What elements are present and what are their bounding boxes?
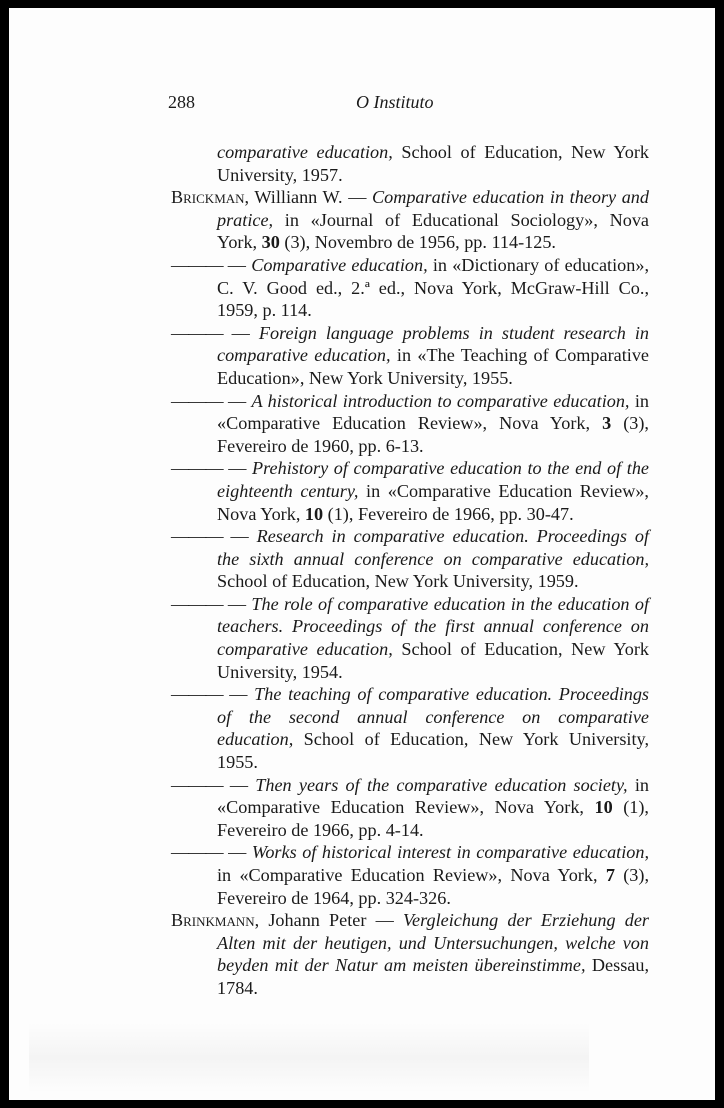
ditto-mark: ——— [171,526,223,547]
bibliography-entry [171,774,649,842]
bibliography-entry [171,525,649,593]
entry-separator: — [222,774,256,795]
bibliography-entry [171,909,649,999]
page-header [168,92,638,122]
entry-details: in «Comparative Education Review», Nova York, [217,480,649,524]
entry-details-end: (3), Novembro de 1956, pp. 114-125. [279,232,556,253]
entry-title: Foreign language problems in student research in comparative education, [217,322,649,366]
bibliography-entry [171,841,649,909]
bibliography-list [171,141,649,1000]
entry-title: The teaching of comparative education. Proceedings of the second annual conference on comparative education, [217,684,650,750]
bibliography-entry [171,683,649,773]
ditto-mark: ——— [171,254,223,275]
page-number: 288 [168,92,195,112]
entry-author: Brickman, [171,187,250,208]
entry-title: Works of historical interest in comparative education, [251,842,649,863]
entry-separator: — [222,684,255,705]
entry-separator: — [222,526,257,547]
entry-details: School of Education, New York University, 1957. [217,142,649,185]
entry-title: Prehistory of comparative education to the end of the eighteenth century, [217,458,649,501]
entry-author: Brinkmann, [171,910,260,931]
entry-details: in «Comparative Education Review», Nova York, [217,774,649,818]
bibliography-entry [171,322,649,390]
entry-details-end: (3), Fevereiro de 1960, pp. 6-13. [217,413,649,456]
entry-title: Vergleichung der Erziehung der Alten mit der heutigen, und Untersuchungen, welche von beyden mit der Natur am meisten übereinstimme, [217,910,649,976]
entry-details: in «The Teaching of Comparative Education», New York University, 1955. [217,345,649,388]
entry-separator: — [222,390,252,411]
entry-details: in «Comparative Education Review», Nova York, [217,865,606,885]
entry-author-rest: Johann Peter — [259,910,403,931]
entry-volume: 10 [594,797,613,818]
bibliography-entry [171,457,649,525]
ditto-mark: ——— [171,593,223,614]
entry-details: School of Education, New York University, 1959. [217,571,579,592]
entry-title: comparative education, [217,142,393,162]
entry-title: Then years of the comparative education society, [255,774,628,795]
bibliography-entry [171,390,649,458]
entry-separator: — [222,254,252,275]
scan-artifact [29,1023,589,1093]
entry-separator: — [222,458,253,479]
entry-title: A historical introduction to comparative education, [251,390,630,411]
entry-title: Comparative education, [251,254,428,275]
entry-details: School of Education, New York University, 1954. [217,639,649,682]
bibliography-entry [171,254,649,322]
entry-separator: — [222,842,252,863]
running-title: O Instituto [356,92,434,112]
ditto-mark: ——— [171,322,223,343]
entry-volume: 10 [304,503,324,524]
entry-title: The role of comparative education in the education of teachers. Proceedings of the first annual conference on comparative education, [217,593,649,660]
entry-volume: 30 [261,232,280,253]
entry-title: Comparative education in theory and pratice, [217,187,649,230]
bibliography-entry [171,141,649,186]
ditto-mark: ——— [171,684,223,705]
bibliography-entry [171,593,649,683]
entry-details: in «Comparative Education Review», Nova York, [217,390,650,434]
entry-separator: — [222,593,252,614]
bibliography-entry [171,186,649,254]
ditto-mark: ——— [171,458,223,479]
entry-volume: 3 [602,413,612,434]
entry-author-rest: Williann W. — [249,187,372,208]
entry-details: School of Education, New York University, 1955. [217,729,649,773]
entry-title: Research in comparative education. Proceedings of the sixth annual conference on comparative education, [217,526,650,569]
entry-details: in «Journal of Educational Sociology», Nova York, [217,209,649,253]
entry-details: in «Dictionary of education», C. V. Good ed., 2.ª ed., Nova York, McGraw-Hill Co., 1959, p. 114. [217,254,649,321]
entry-details: Dessau, 1784. [217,955,649,998]
ditto-mark: ——— [171,842,223,863]
document-page [9,8,715,1100]
entry-details-end: (3), Fevereiro de 1964, pp. 324-326. [217,865,649,908]
ditto-mark: ——— [171,774,223,795]
entry-separator: — [222,322,259,343]
ditto-mark: ——— [171,390,223,411]
entry-details-end: (1), Fevereiro de 1966, pp. 4-14. [217,797,649,840]
entry-volume: 7 [605,865,615,885]
entry-details-end: (1), Fevereiro de 1966, pp. 30-47. [323,503,574,524]
